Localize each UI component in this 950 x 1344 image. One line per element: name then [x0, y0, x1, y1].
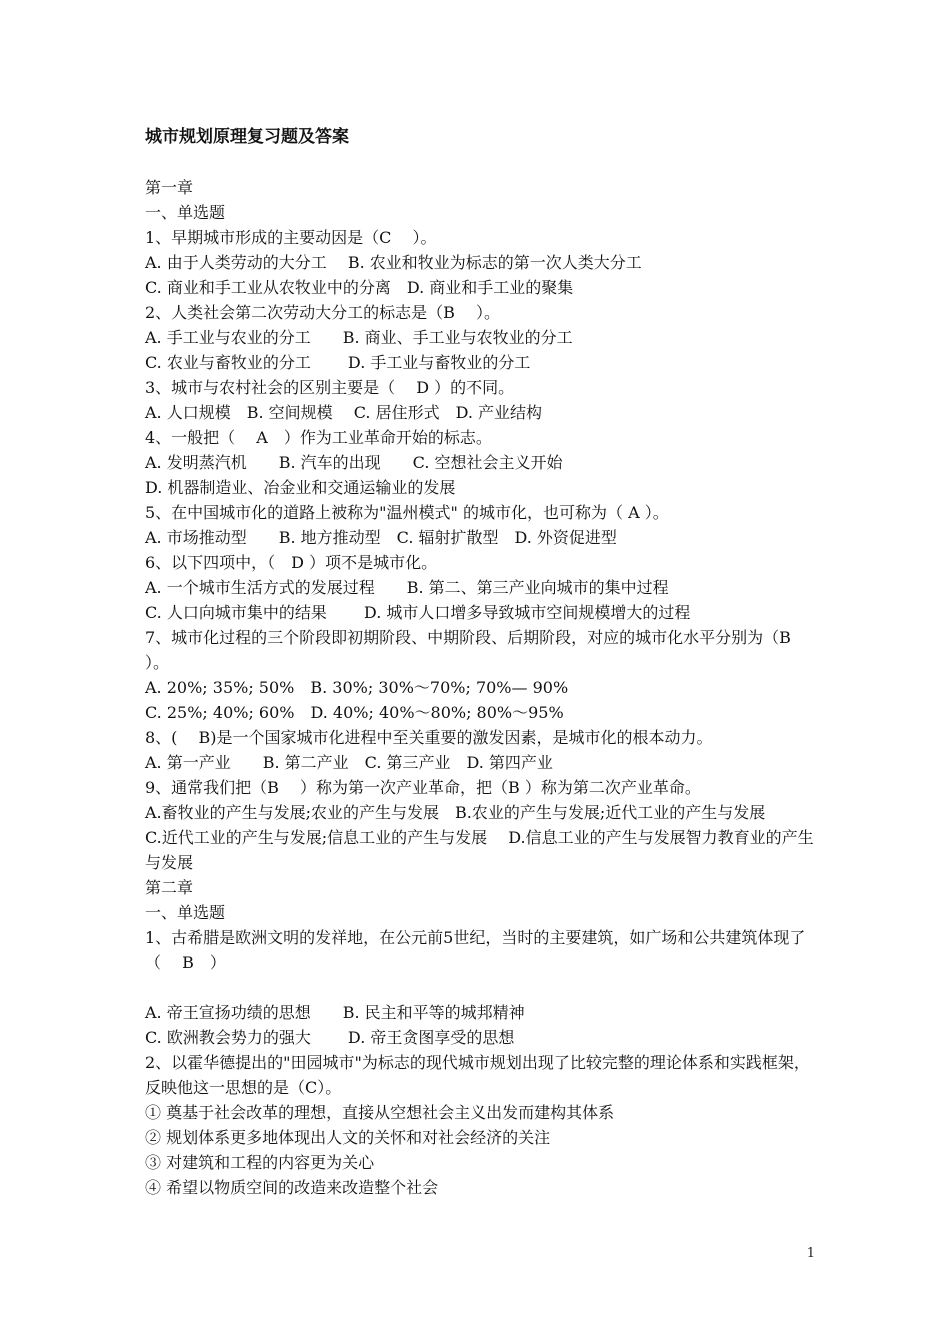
page-number: 1	[806, 1246, 815, 1261]
document-body	[145, 125, 815, 1200]
text-line: A. 20%; 35%; 50% B. 30%; 30%～70%; 70%— 90%	[145, 678, 569, 697]
document-title: 城市规划原理复习题及答案	[145, 127, 349, 147]
text-line: A. 手工业与农业的分工 B. 商业、手工业与农牧业的分工	[145, 328, 573, 347]
text-line: A.畜牧业的产生与发展;农业的产生与发展 B.农业的产生与发展;近代工业的产生与发展	[145, 803, 766, 822]
text-line: 第二章	[145, 878, 194, 897]
text-line: 2、以霍华德提出的"田园城市"为标志的现代城市规划出现了比较完整的理论体系和实践框架，反映他这一思想的是（C）。	[145, 1053, 810, 1097]
text-line: A. 人口规模 B. 空间规模 C. 居住形式 D. 产业结构	[145, 403, 543, 422]
text-line: C. 人口向城市集中的结果 D. 城市人口增多导致城市空间规模增大的过程	[145, 603, 691, 622]
text-line: ① 奠基于社会改革的理想，直接从空想社会主义出发而建构其体系	[145, 1103, 615, 1122]
text-line: 1、早期城市形成的主要动因是（C ）。	[145, 228, 437, 247]
text-line: ③ 对建筑和工程的内容更为关心	[145, 1153, 375, 1172]
text-line: A. 一个城市生活方式的发展过程 B. 第二、第三产业向城市的集中过程	[145, 578, 669, 597]
text-line: 3、城市与农村社会的区别主要是（ D ）的不同。	[145, 378, 515, 397]
text-line: A. 市场推动型 B. 地方推动型 C. 辐射扩散型 D. 外资促进型	[145, 528, 617, 547]
text-line: 8、( B)是一个国家城市化进程中至关重要的激发因素，是城市化的根本动力。	[145, 728, 713, 747]
text-line: 2、人类社会第二次劳动大分工的标志是（B ）。	[145, 303, 501, 322]
text-line: ④ 希望以物质空间的改造来改造整个社会	[145, 1178, 439, 1197]
text-line	[145, 975, 815, 1000]
text-line: 6、以下四项中，（ D ）项不是城市化。	[145, 553, 438, 572]
text-line: 一、单选题	[145, 203, 226, 222]
text-line: D. 机器制造业、冶金业和交通运输业的发展	[145, 478, 456, 497]
text-line: 5、在中国城市化的道路上被称为"温州模式" 的城市化，也可称为（ A ）。	[145, 503, 669, 522]
text-line: 1、古希腊是欧洲文明的发祥地，在公元前5世纪，当时的主要建筑，如广场和公共建筑体现了（ B ）	[145, 928, 806, 972]
text-line: C. 农业与畜牧业的分工 D. 手工业与畜牧业的分工	[145, 353, 531, 372]
text-line: C.近代工业的产生与发展;信息工业的产生与发展 D.信息工业的产生与发展智力教育业的产生与发展	[145, 828, 814, 872]
text-line: 9、通常我们把（B ）称为第一次产业革命，把（B ）称为第二次产业革命。	[145, 778, 701, 797]
text-line: 4、一般把（ A ）作为工业革命开始的标志。	[145, 428, 492, 447]
text-line: A. 帝王宣扬功绩的思想 B. 民主和平等的城邦精神	[145, 1003, 525, 1022]
text-line: 7、城市化过程的三个阶段即初期阶段、中期阶段、后期阶段，对应的城市化水平分别为（B ）。	[145, 628, 813, 672]
text-line: A. 第一产业 B. 第二产业 C. 第三产业 D. 第四产业	[145, 753, 553, 772]
text-line: ② 规划体系更多地体现出人文的关怀和对社会经济的关注	[145, 1128, 551, 1147]
text-lines	[145, 175, 815, 1200]
text-line: A. 发明蒸汽机 B. 汽车的出现 C. 空想社会主义开始	[145, 453, 563, 472]
text-line: C. 欧洲教会势力的强大 D. 帝王贪图享受的思想	[145, 1028, 515, 1047]
text-line: 一、单选题	[145, 903, 226, 922]
text-line: 第一章	[145, 178, 194, 197]
text-line: C. 25%; 40%; 60% D. 40%; 40%～80%; 80%～95%	[145, 703, 564, 722]
text-line: C. 商业和手工业从农牧业中的分离 D. 商业和手工业的聚集	[145, 278, 574, 297]
text-line: A. 由于人类劳动的大分工 B. 农业和牧业为标志的第一次人类大分工	[145, 253, 642, 272]
